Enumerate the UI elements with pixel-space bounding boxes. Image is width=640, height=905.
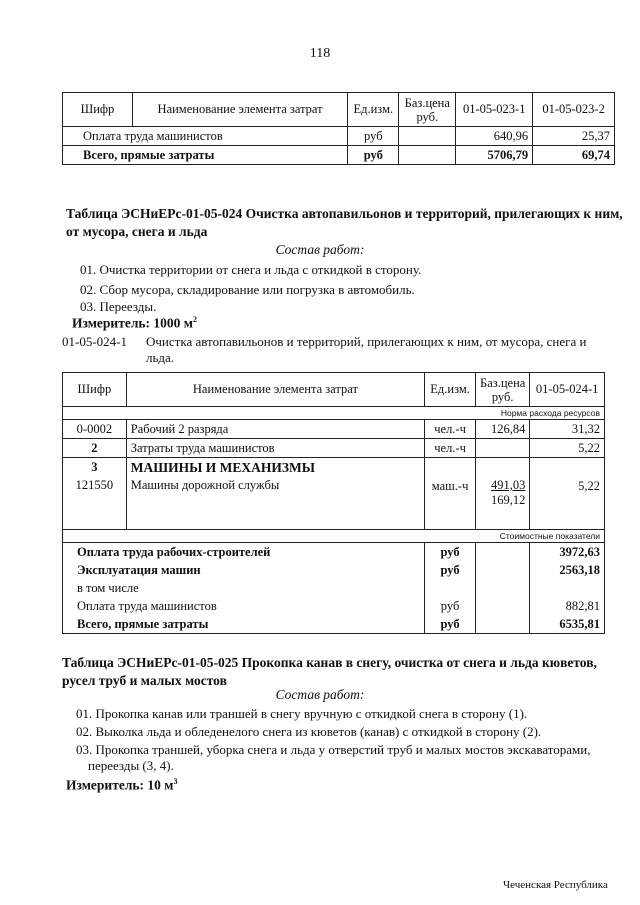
works-heading: Состав работ: (275, 687, 365, 702)
row-code: 2 (63, 439, 127, 458)
row-name: Эксплуатация машин (63, 561, 425, 579)
table-row (63, 439, 605, 458)
row-value: 5,22 (530, 439, 605, 458)
row-value: 2563,18 (530, 561, 605, 579)
measure: Измеритель: 1000 $м^2$ (72, 315, 197, 331)
machine-name: Машины дорожной службы (130, 478, 280, 492)
work-item: 01. Прокопка канав или траншей в снегу вручную с откидкой снега в сторону (1). (76, 706, 528, 721)
table-row-group (63, 458, 605, 530)
work-item: 03. Прокопка траншей, уборка снега и льда у отверстий труб и малых мостов экскаваторами, переезды (3, 4). (76, 742, 591, 773)
row-value: 3972,63 (530, 543, 605, 562)
table-row (63, 127, 615, 146)
row-unit: руб (425, 543, 476, 562)
col-header: 01-05-023-1 (456, 93, 533, 127)
norma-label: Норма расхода ресурсов (63, 407, 605, 420)
row-unit: чел.-ч (425, 420, 476, 439)
row-unit: руб (425, 597, 476, 615)
col-header: Ед.изм. (425, 373, 476, 407)
table-row (63, 615, 605, 634)
group-code: 3 (91, 460, 98, 474)
row-value: 6535,81 (530, 615, 605, 634)
machine-code: 121550 (75, 478, 114, 492)
work-item: 01. Очистка территории от снега и льда с откидкой в сторону. (80, 262, 422, 277)
code: 01-05-024-1 (62, 334, 127, 349)
table-01-05-023 (62, 92, 615, 165)
work-item: 02. Выколка льда и обледенелого снега из кюветов (канав) с откидкой в сторону (2). (76, 724, 542, 739)
row-value: 882,81 (530, 597, 605, 615)
machine-unit: маш.-ч (425, 458, 476, 530)
row-value: 640,96 (456, 127, 533, 146)
col-header: Баз.цена руб. (476, 373, 530, 407)
table-row (63, 543, 605, 562)
row-value: 25,37 (533, 127, 615, 146)
works-heading: Состав работ: (275, 242, 365, 257)
col-header: Ед.изм. (348, 93, 399, 127)
section-title: Таблица ЭСНиЕРс-01-05-024 Очистка автопавильонов и территорий, прилегающих к ним, от мусора, снега и льда (66, 206, 623, 239)
col-header: Шифр (63, 373, 127, 407)
row-code: 0-0002 (63, 420, 127, 439)
table-row (63, 146, 615, 165)
col-header: Шифр (63, 93, 133, 127)
row-unit: руб (425, 615, 476, 634)
group-name: МАШИНЫ И МЕХАНИЗМЫ (130, 460, 315, 475)
row-name: Затраты труда машинистов (126, 439, 424, 458)
table-row (63, 420, 605, 439)
row-value: 5706,79 (456, 146, 533, 165)
table-row (63, 579, 605, 597)
section-title: Таблица ЭСНиЕРс-01-05-025 Прокопка канав в снегу, очистка от снега и льда кюветов, русел труб и малых мостов (62, 655, 597, 688)
row-name: Всего, прямые затраты (63, 146, 348, 165)
row-price (476, 439, 530, 458)
row-name: Всего, прямые затраты (63, 615, 425, 634)
code-description: 01-05-024-1 Очистка автопавильонов и территорий, прилегающих к ним, от мусора, снега и льда. (62, 334, 587, 365)
row-price: 126,84 (476, 420, 530, 439)
row-name: Рабочий 2 разряда (126, 420, 424, 439)
row-value: 69,74 (533, 146, 615, 165)
row-name: в том числе (63, 579, 425, 597)
row-value: 31,32 (530, 420, 605, 439)
row-unit: руб (348, 146, 399, 165)
row-unit: руб (425, 561, 476, 579)
work-item: 02. Сбор мусора, складирование или погрузка в автомобиль. (80, 282, 415, 297)
table-row (63, 597, 605, 615)
page-number: 118 (309, 46, 331, 61)
row-name: Оплата труда машинистов (63, 127, 348, 146)
col-header: Наименование элемента затрат (132, 93, 347, 127)
machine-price-top: 491,03 (490, 478, 526, 492)
table-01-05-024 (62, 372, 605, 634)
row-name: Оплата труда машинистов (63, 597, 425, 615)
table-row (63, 561, 605, 579)
row-unit: руб (348, 127, 399, 146)
machine-price-bottom: 169,12 (490, 493, 526, 507)
work-item: 03. Переезды. (80, 299, 157, 314)
col-header: 01-05-024-1 (530, 373, 605, 407)
machine-value: 5,22 (530, 458, 605, 530)
col-header: Наименование элемента затрат (126, 373, 424, 407)
row-unit: чел.-ч (425, 439, 476, 458)
col-header: Баз.цена руб. (399, 93, 456, 127)
cost-label: Стоимостные показатели (63, 530, 605, 543)
col-header: 01-05-023-2 (533, 93, 615, 127)
row-name: Оплата труда рабочих-строителей (63, 543, 425, 562)
measure: Измеритель: 10 $м^3$ (66, 777, 178, 793)
footer-region: Чеченская Республика (503, 879, 608, 891)
